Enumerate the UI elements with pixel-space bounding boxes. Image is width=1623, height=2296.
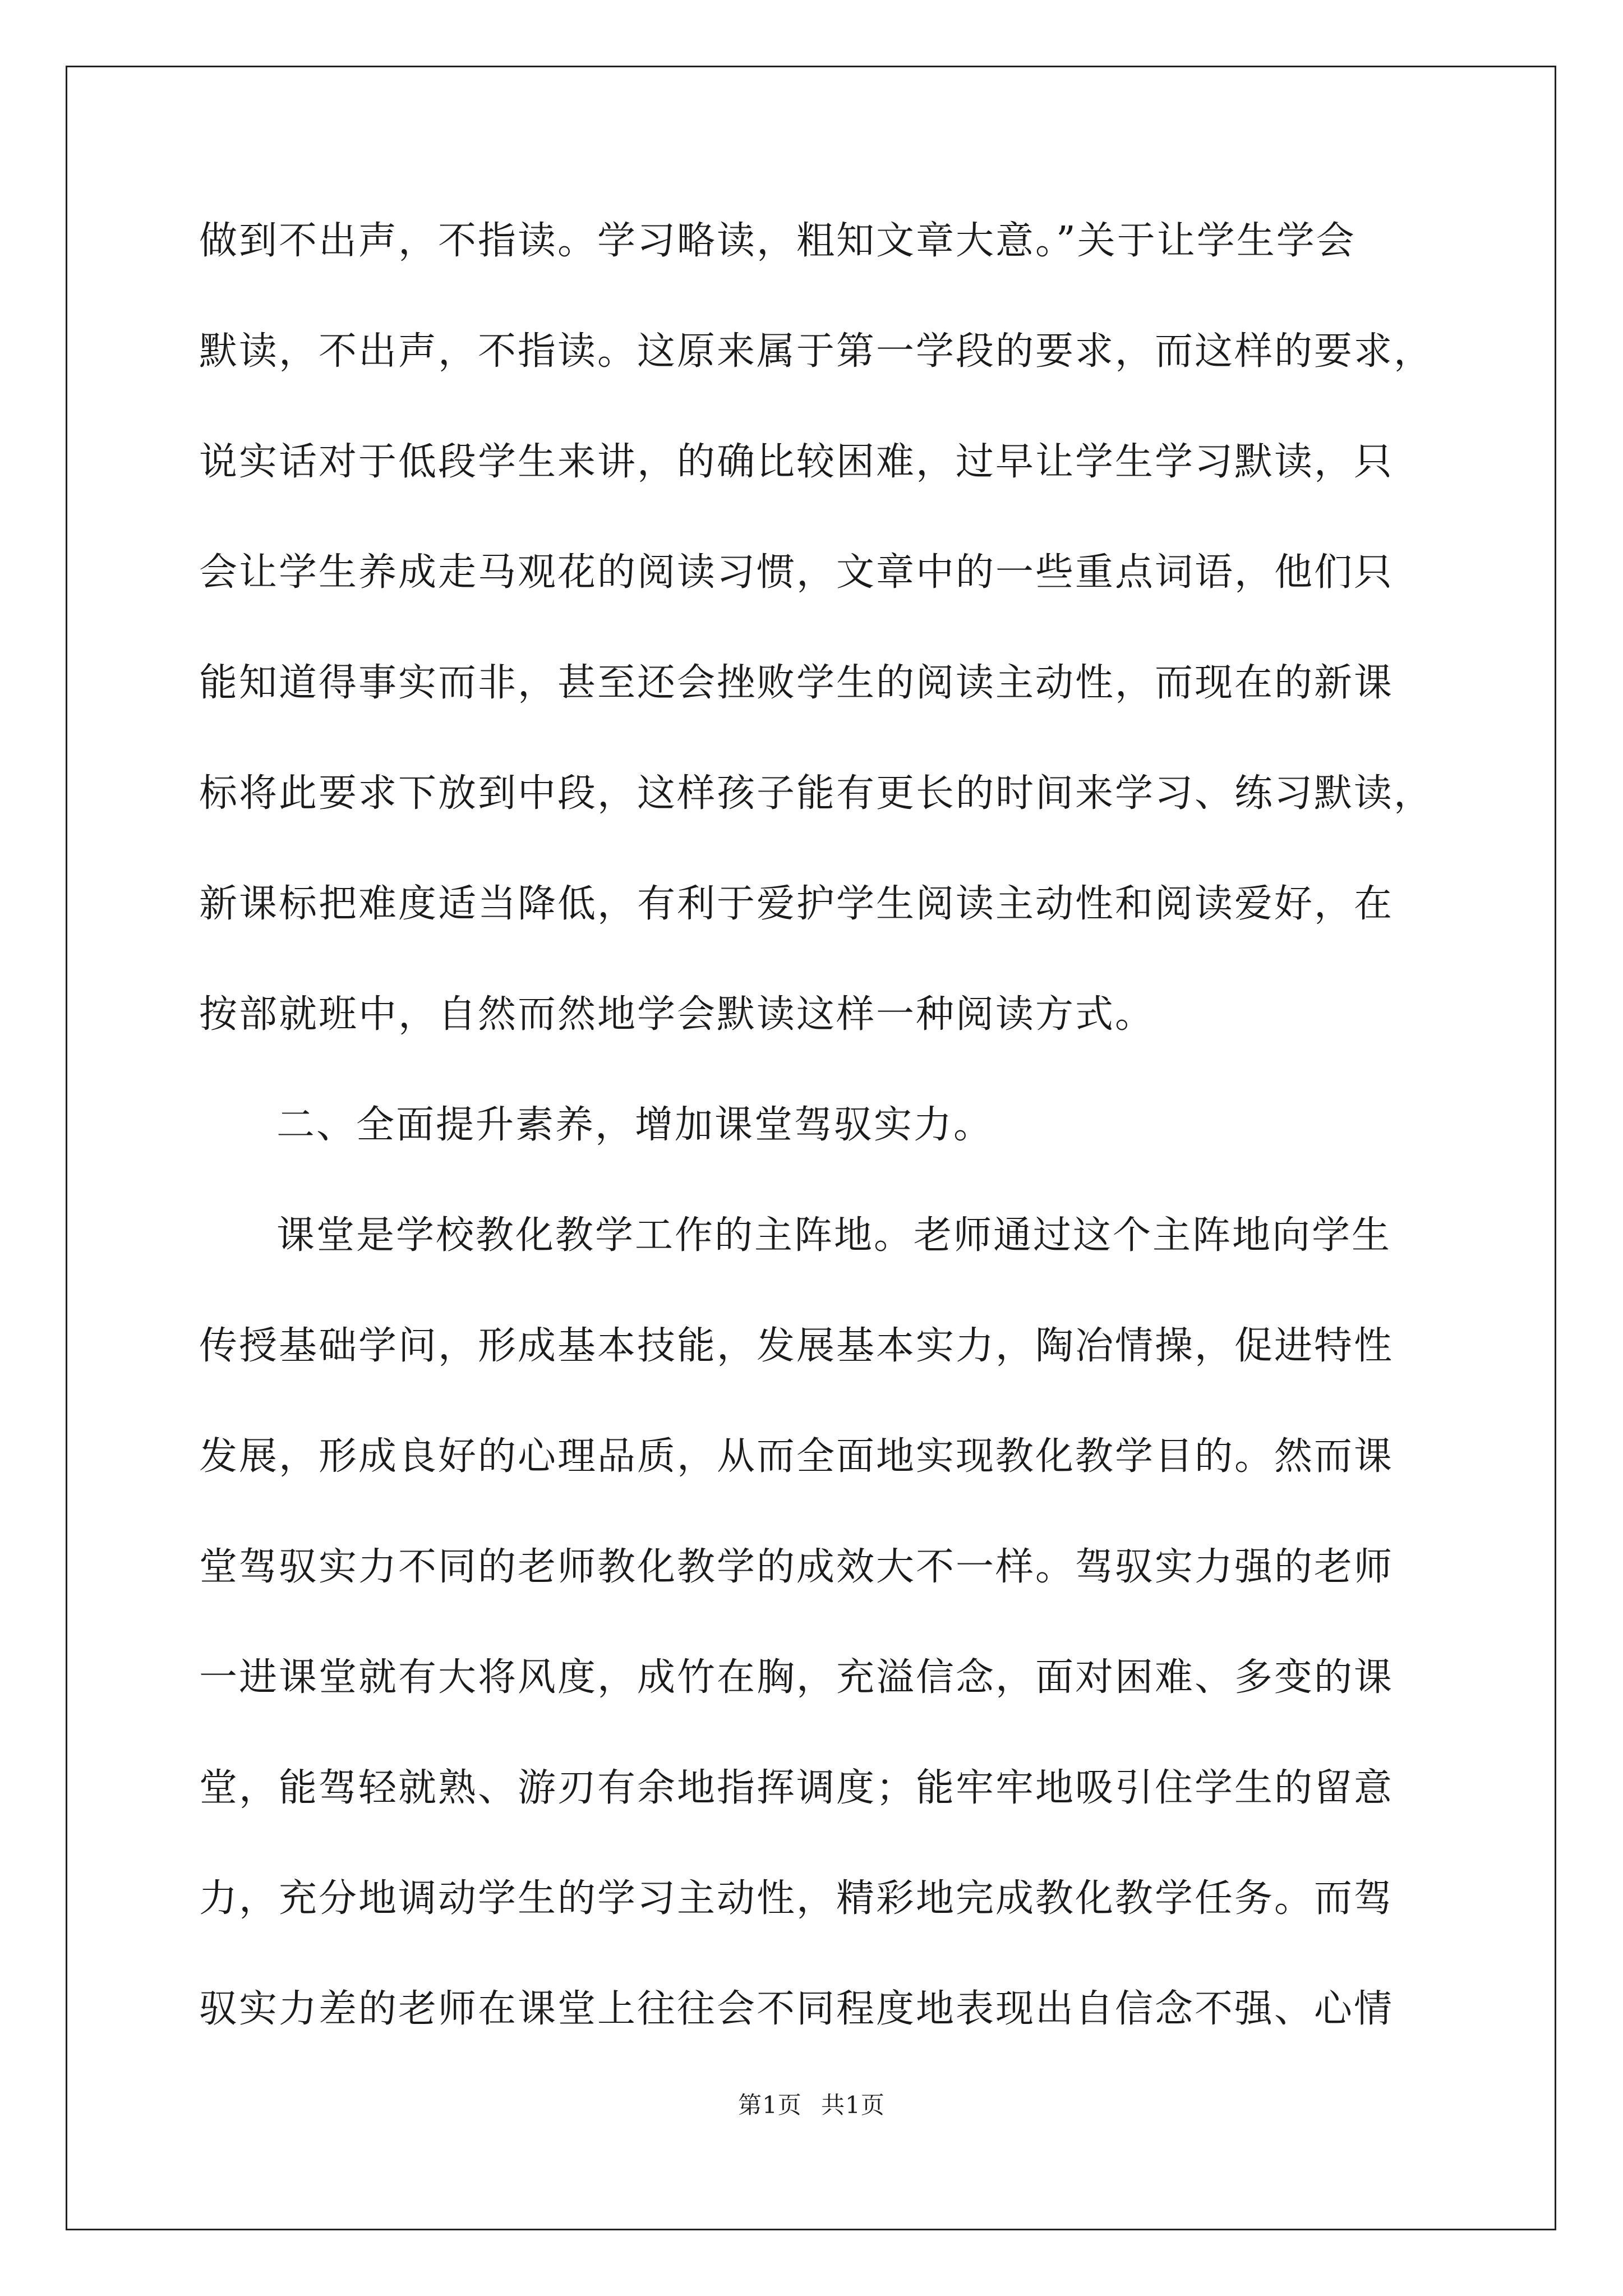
paragraph-line: 驭实力差的老师在课堂上往往会不同程度地表现出自信念不强、心情 — [199, 1987, 1394, 2031]
paragraph-line: 做到不出声，不指读。学习略读，粗知文章大意。”关于让学生学会 — [199, 219, 1356, 263]
paragraph-line: 一进课堂就有大将风度，成竹在胸，充溢信念，面对困难、多变的课 — [199, 1655, 1394, 1700]
page-footer — [0, 2087, 1623, 2120]
paragraph-line: 堂驾驭实力不同的老师教化教学的成效大不一样。驾驭实力强的老师 — [199, 1545, 1394, 1589]
paragraph-line: 说实话对于低段学生来讲，的确比较困难，过早让学生学习默读，只 — [199, 440, 1394, 484]
paragraph-line: 标将此要求下放到中段，这样孩子能有更长的时间来学习、练习默读， — [199, 771, 1434, 816]
page-total: 共1页 — [821, 2091, 885, 2119]
paragraph-line: 能知道得事实而非，甚至还会挫败学生的阅读主动性，而现在的新课 — [199, 661, 1394, 705]
paragraph-line: 堂，能驾轻就熟、游刃有余地指挥调度；能牢牢地吸引住学生的留意 — [199, 1766, 1394, 1810]
document-body — [199, 213, 1434, 2092]
paragraph-line: 新课标把难度适当降低，有利于爱护学生阅读主动性和阅读爱好，在 — [199, 882, 1394, 926]
paragraph-line: 默读，不出声，不指读。这原来属于第一学段的要求，而这样的要求， — [199, 329, 1434, 374]
paragraph-line: 传授基础学问，形成基本技能，发展基本实力，陶冶情操，促进特性 — [199, 1324, 1394, 1368]
paragraph-line: 课堂是学校教化教学工作的主阵地。老师通过这个主阵地向学生 — [276, 1213, 1392, 1258]
paragraph-line: 会让学生养成走马观花的阅读习惯，文章中的一些重点词语，他们只 — [199, 550, 1394, 595]
paragraph-line: 力，充分地调动学生的学习主动性，精彩地完成教化教学任务。而驾 — [199, 1876, 1394, 1921]
section-heading: 二、全面提升素养，增加课堂驾驭实力。 — [276, 1103, 994, 1147]
page-number: 第1页 — [738, 2091, 802, 2119]
paragraph-line: 按部就班中，自然而然地学会默读这样一种阅读方式。 — [199, 992, 1155, 1037]
paragraph-line: 发展，形成良好的心理品质，从而全面地实现教化教学目的。然而课 — [199, 1434, 1394, 1479]
